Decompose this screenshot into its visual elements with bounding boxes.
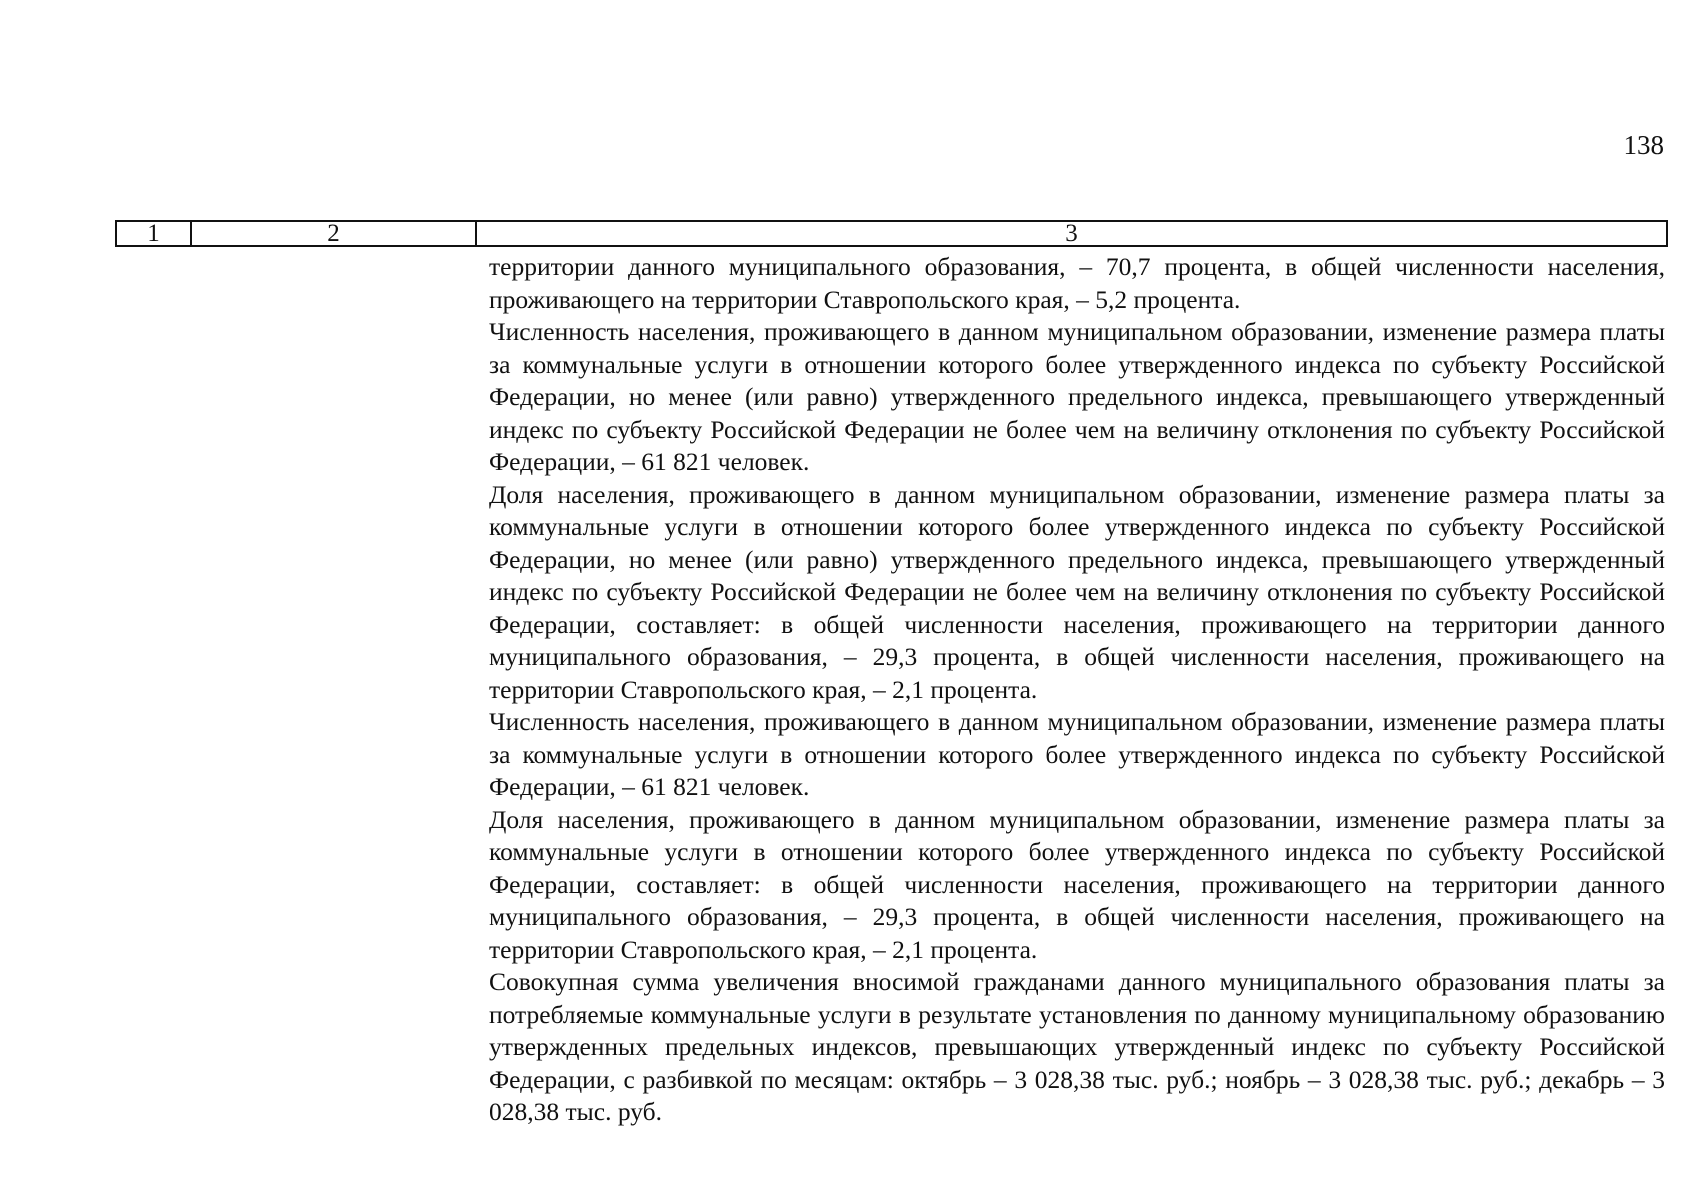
page-number: 138 (1623, 130, 1664, 160)
table-column-header-row (115, 220, 1668, 247)
column-number-3: 3 (1065, 220, 1078, 247)
paragraph-continuation-share: территории данного муниципального образования, – 70,7 процента, в общей численности населения, проживающего на территории Ставропольского края, – 5,2 процента. (489, 252, 1665, 314)
paragraph-population-within-limit: Численность населения, проживающего в данном муниципальном образовании, изменение размера платы за коммунальные услуги в отношении которого более утвержденного индекса по субъекту Российской Федерации, но менее (или равно) утвержденного предельного индекса, превышающего утвержденный индекс по субъекту Российской Федерации не более чем на величину отклонения по субъекту Российской Федерации, – 61 821 человек. (489, 317, 1665, 476)
paragraph-total-increase-by-month: Совокупная сумма увеличения вносимой гражданами данного муниципального образования платы за потребляемые коммунальные услуги в результате установления по данному муниципальному образованию утвержденных предельных индексов, превышающих утвержденный индекс по субъекту Российской Федерации, с разбивкой по месяцам: октябрь – 3 028,38 тыс. руб.; ноябрь – 3 028,38 тыс. руб.; декабрь – 3 028,38 тыс. руб. (489, 967, 1665, 1126)
column-number-2: 2 (192, 222, 477, 245)
paragraph-share-within-limit: Доля населения, проживающего в данном муниципальном образовании, изменение размера платы за коммунальные услуги в отношении которого более утвержденного индекса по субъекту Российской Федерации, но менее (или равно) утвержденного предельного индекса, превышающего утвержденный индекс по субъекту Российской Федерации не более чем на величину отклонения по субъекту Российской Федерации, составляет: в общей численности населения, проживающего на территории данного муниципального образования, – 29,3 процента, в общей численности населения, проживающего на территории Ставропольского края, – 2,1 процента. (489, 479, 1665, 704)
paragraph-share-above-index: Доля населения, проживающего в данном муниципальном образовании, изменение размера платы за коммунальные услуги в отношении которого более утвержденного индекса по субъекту Российской Федерации, составляет: в общей численности населения, проживающего на территории данного муниципального образования, – 29,3 процента, в общей численности населения, проживающего на территории Ставропольского края, – 2,1 процента. (489, 804, 1665, 964)
column-number-1: 1 (117, 222, 192, 245)
column-3-text (489, 251, 1665, 1129)
paragraph-population-above-index: Численность населения, проживающего в данном муниципальном образовании, изменение размера платы за коммунальные услуги в отношении которого более утвержденного индекса по субъекту Российской Федерации, – 61 821 человек. (489, 707, 1665, 801)
